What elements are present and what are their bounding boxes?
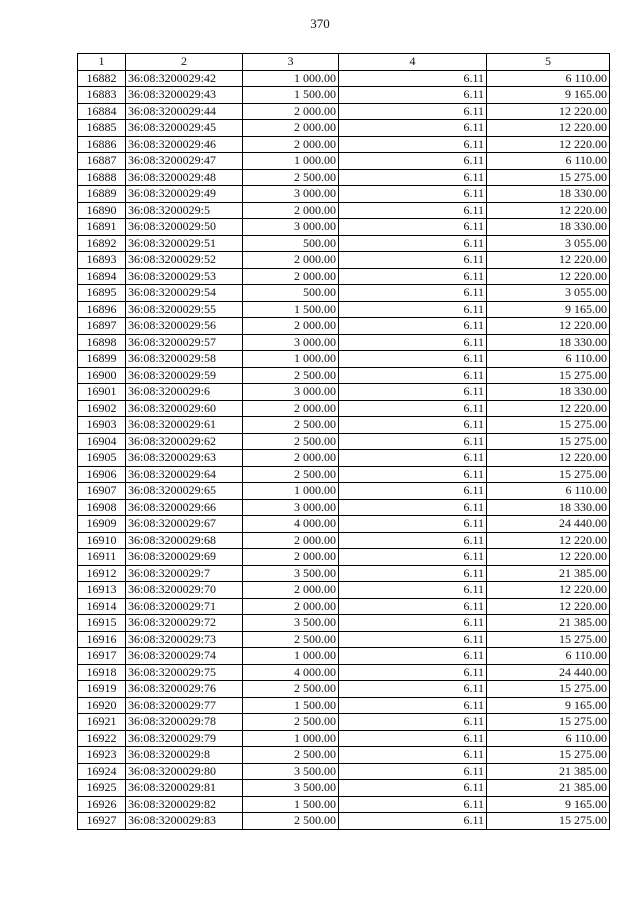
row-number-cell: 16888: [78, 169, 126, 186]
amount-cell: 12 220.00: [487, 136, 610, 153]
rate-cell: 6.11: [339, 70, 487, 87]
cadastral-number-cell: 36:08:3200029:48: [126, 169, 243, 186]
table-row: [78, 417, 610, 434]
rate-cell: 6.11: [339, 516, 487, 533]
row-number-cell: 16883: [78, 87, 126, 104]
cadastral-number-cell: 36:08:3200029:46: [126, 136, 243, 153]
area-cell: 2 500.00: [243, 367, 339, 384]
area-cell: 1 000.00: [243, 648, 339, 665]
cadastral-number-cell: 36:08:3200029:78: [126, 714, 243, 731]
cadastral-number-cell: 36:08:3200029:5: [126, 202, 243, 219]
rate-cell: 6.11: [339, 483, 487, 500]
amount-cell: 15 275.00: [487, 813, 610, 830]
row-number-cell: 16892: [78, 235, 126, 252]
cadastral-number-cell: 36:08:3200029:43: [126, 87, 243, 104]
area-cell: 2 000.00: [243, 549, 339, 566]
table-body: [78, 70, 610, 829]
area-cell: 1 500.00: [243, 697, 339, 714]
rate-cell: 6.11: [339, 268, 487, 285]
row-number-cell: 16920: [78, 697, 126, 714]
row-number-cell: 16910: [78, 532, 126, 549]
row-number-cell: 16922: [78, 730, 126, 747]
amount-cell: 12 220.00: [487, 532, 610, 549]
table-row: [78, 186, 610, 203]
row-number-cell: 16908: [78, 499, 126, 516]
table-row: [78, 285, 610, 302]
cadastral-number-cell: 36:08:3200029:62: [126, 433, 243, 450]
table-row: [78, 697, 610, 714]
table-row: [78, 813, 610, 830]
row-number-cell: 16906: [78, 466, 126, 483]
cadastral-number-cell: 36:08:3200029:77: [126, 697, 243, 714]
table-row: [78, 582, 610, 599]
rate-cell: 6.11: [339, 103, 487, 120]
area-cell: 2 000.00: [243, 400, 339, 417]
amount-cell: 15 275.00: [487, 367, 610, 384]
row-number-cell: 16917: [78, 648, 126, 665]
table-row: [78, 730, 610, 747]
table-row: [78, 598, 610, 615]
table-row: [78, 351, 610, 368]
rate-cell: 6.11: [339, 334, 487, 351]
table-row: [78, 532, 610, 549]
rate-cell: 6.11: [339, 615, 487, 632]
rate-cell: 6.11: [339, 219, 487, 236]
amount-cell: 18 330.00: [487, 186, 610, 203]
table-row: [78, 384, 610, 401]
row-number-cell: 16903: [78, 417, 126, 434]
table-row: [78, 301, 610, 318]
table-row: [78, 516, 610, 533]
area-cell: 3 000.00: [243, 186, 339, 203]
area-cell: 2 000.00: [243, 136, 339, 153]
row-number-cell: 16899: [78, 351, 126, 368]
cadastral-number-cell: 36:08:3200029:75: [126, 664, 243, 681]
amount-cell: 12 220.00: [487, 549, 610, 566]
amount-cell: 9 165.00: [487, 87, 610, 104]
row-number-cell: 16914: [78, 598, 126, 615]
row-number-cell: 16896: [78, 301, 126, 318]
amount-cell: 12 220.00: [487, 450, 610, 467]
rate-cell: 6.11: [339, 499, 487, 516]
rate-cell: 6.11: [339, 384, 487, 401]
cadastral-number-cell: 36:08:3200029:69: [126, 549, 243, 566]
cadastral-number-cell: 36:08:3200029:70: [126, 582, 243, 599]
table-row: [78, 153, 610, 170]
area-cell: 2 000.00: [243, 582, 339, 599]
amount-cell: 9 165.00: [487, 697, 610, 714]
area-cell: 2 500.00: [243, 714, 339, 731]
area-cell: 3 500.00: [243, 565, 339, 582]
cadastral-number-cell: 36:08:3200029:8: [126, 747, 243, 764]
area-cell: 1 000.00: [243, 351, 339, 368]
area-cell: 2 000.00: [243, 318, 339, 335]
cadastral-number-cell: 36:08:3200029:52: [126, 252, 243, 269]
row-number-cell: 16927: [78, 813, 126, 830]
column-header-2: 2: [126, 54, 243, 71]
cadastral-number-cell: 36:08:3200029:50: [126, 219, 243, 236]
table-row: [78, 631, 610, 648]
amount-cell: 21 385.00: [487, 565, 610, 582]
table-row: [78, 681, 610, 698]
row-number-cell: 16898: [78, 334, 126, 351]
rate-cell: 6.11: [339, 648, 487, 665]
cadastral-number-cell: 36:08:3200029:6: [126, 384, 243, 401]
row-number-cell: 16924: [78, 763, 126, 780]
cadastral-number-cell: 36:08:3200029:81: [126, 780, 243, 797]
row-number-cell: 16890: [78, 202, 126, 219]
cadastral-number-cell: 36:08:3200029:66: [126, 499, 243, 516]
row-number-cell: 16897: [78, 318, 126, 335]
cadastral-number-cell: 36:08:3200029:44: [126, 103, 243, 120]
area-cell: 1 500.00: [243, 301, 339, 318]
area-cell: 4 000.00: [243, 664, 339, 681]
rate-cell: 6.11: [339, 747, 487, 764]
column-header-5: 5: [487, 54, 610, 71]
cadastral-number-cell: 36:08:3200029:76: [126, 681, 243, 698]
amount-cell: 12 220.00: [487, 318, 610, 335]
rate-cell: 6.11: [339, 681, 487, 698]
cadastral-number-cell: 36:08:3200029:68: [126, 532, 243, 549]
cadastral-number-cell: 36:08:3200029:74: [126, 648, 243, 665]
rate-cell: 6.11: [339, 120, 487, 137]
amount-cell: 18 330.00: [487, 499, 610, 516]
area-cell: 2 000.00: [243, 268, 339, 285]
area-cell: 2 000.00: [243, 120, 339, 137]
cadastral-number-cell: 36:08:3200029:57: [126, 334, 243, 351]
cadastral-number-cell: 36:08:3200029:53: [126, 268, 243, 285]
row-number-cell: 16916: [78, 631, 126, 648]
rate-cell: 6.11: [339, 549, 487, 566]
amount-cell: 18 330.00: [487, 219, 610, 236]
row-number-cell: 16911: [78, 549, 126, 566]
area-cell: 2 000.00: [243, 103, 339, 120]
cadastral-number-cell: 36:08:3200029:63: [126, 450, 243, 467]
area-cell: 2 500.00: [243, 433, 339, 450]
table-row: [78, 219, 610, 236]
amount-cell: 6 110.00: [487, 483, 610, 500]
rate-cell: 6.11: [339, 450, 487, 467]
row-number-cell: 16912: [78, 565, 126, 582]
area-cell: 3 000.00: [243, 334, 339, 351]
rate-cell: 6.11: [339, 664, 487, 681]
cadastral-number-cell: 36:08:3200029:67: [126, 516, 243, 533]
amount-cell: 21 385.00: [487, 763, 610, 780]
row-number-cell: 16918: [78, 664, 126, 681]
area-cell: 2 500.00: [243, 813, 339, 830]
row-number-cell: 16894: [78, 268, 126, 285]
area-cell: 1 000.00: [243, 153, 339, 170]
table-row: [78, 334, 610, 351]
area-cell: 3 000.00: [243, 499, 339, 516]
amount-cell: 18 330.00: [487, 384, 610, 401]
amount-cell: 15 275.00: [487, 714, 610, 731]
amount-cell: 12 220.00: [487, 103, 610, 120]
row-number-cell: 16907: [78, 483, 126, 500]
rate-cell: 6.11: [339, 582, 487, 599]
area-cell: 1 000.00: [243, 70, 339, 87]
table-row: [78, 780, 610, 797]
amount-cell: 9 165.00: [487, 796, 610, 813]
amount-cell: 6 110.00: [487, 70, 610, 87]
table-row: [78, 565, 610, 582]
area-cell: 1 500.00: [243, 87, 339, 104]
rate-cell: 6.11: [339, 697, 487, 714]
amount-cell: 3 055.00: [487, 235, 610, 252]
area-cell: 3 000.00: [243, 384, 339, 401]
row-number-cell: 16913: [78, 582, 126, 599]
rate-cell: 6.11: [339, 763, 487, 780]
cadastral-number-cell: 36:08:3200029:59: [126, 367, 243, 384]
table-row: [78, 169, 610, 186]
cadastral-number-cell: 36:08:3200029:71: [126, 598, 243, 615]
amount-cell: 15 275.00: [487, 466, 610, 483]
amount-cell: 12 220.00: [487, 120, 610, 137]
amount-cell: 6 110.00: [487, 730, 610, 747]
rate-cell: 6.11: [339, 796, 487, 813]
table-row: [78, 367, 610, 384]
amount-cell: 15 275.00: [487, 169, 610, 186]
rate-cell: 6.11: [339, 631, 487, 648]
amount-cell: 15 275.00: [487, 417, 610, 434]
area-cell: 4 000.00: [243, 516, 339, 533]
area-cell: 2 500.00: [243, 466, 339, 483]
row-number-cell: 16884: [78, 103, 126, 120]
table-row: [78, 136, 610, 153]
row-number-cell: 16882: [78, 70, 126, 87]
amount-cell: 15 275.00: [487, 433, 610, 450]
amount-cell: 15 275.00: [487, 747, 610, 764]
row-number-cell: 16923: [78, 747, 126, 764]
table-row: [78, 714, 610, 731]
amount-cell: 24 440.00: [487, 664, 610, 681]
table-row: [78, 615, 610, 632]
amount-cell: 21 385.00: [487, 780, 610, 797]
table-row: [78, 433, 610, 450]
area-cell: 500.00: [243, 235, 339, 252]
page-number: 370: [310, 16, 330, 31]
table-row: [78, 235, 610, 252]
area-cell: 2 500.00: [243, 631, 339, 648]
cadastral-number-cell: 36:08:3200029:56: [126, 318, 243, 335]
cadastral-number-cell: 36:08:3200029:60: [126, 400, 243, 417]
amount-cell: 6 110.00: [487, 648, 610, 665]
cadastral-number-cell: 36:08:3200029:72: [126, 615, 243, 632]
rate-cell: 6.11: [339, 153, 487, 170]
cadastral-number-cell: 36:08:3200029:54: [126, 285, 243, 302]
rate-cell: 6.11: [339, 252, 487, 269]
row-number-cell: 16905: [78, 450, 126, 467]
area-cell: 500.00: [243, 285, 339, 302]
cadastral-number-cell: 36:08:3200029:49: [126, 186, 243, 203]
area-cell: 2 500.00: [243, 747, 339, 764]
cadastral-number-cell: 36:08:3200029:45: [126, 120, 243, 137]
cadastral-number-cell: 36:08:3200029:58: [126, 351, 243, 368]
row-number-cell: 16893: [78, 252, 126, 269]
table-row: [78, 796, 610, 813]
cadastral-number-cell: 36:08:3200029:51: [126, 235, 243, 252]
column-header-1: 1: [78, 54, 126, 71]
rate-cell: 6.11: [339, 417, 487, 434]
cadastral-number-cell: 36:08:3200029:82: [126, 796, 243, 813]
rate-cell: 6.11: [339, 202, 487, 219]
rate-cell: 6.11: [339, 433, 487, 450]
area-cell: 3 500.00: [243, 615, 339, 632]
area-cell: 2 000.00: [243, 598, 339, 615]
area-cell: 2 000.00: [243, 252, 339, 269]
rate-cell: 6.11: [339, 730, 487, 747]
row-number-cell: 16891: [78, 219, 126, 236]
rate-cell: 6.11: [339, 367, 487, 384]
row-number-cell: 16909: [78, 516, 126, 533]
cadastral-number-cell: 36:08:3200029:7: [126, 565, 243, 582]
row-number-cell: 16921: [78, 714, 126, 731]
amount-cell: 18 330.00: [487, 334, 610, 351]
cadastral-number-cell: 36:08:3200029:80: [126, 763, 243, 780]
area-cell: 2 500.00: [243, 681, 339, 698]
rate-cell: 6.11: [339, 813, 487, 830]
table-row: [78, 252, 610, 269]
amount-cell: 3 055.00: [487, 285, 610, 302]
row-number-cell: 16926: [78, 796, 126, 813]
area-cell: 1 500.00: [243, 796, 339, 813]
amount-cell: 24 440.00: [487, 516, 610, 533]
area-cell: 3 000.00: [243, 219, 339, 236]
amount-cell: 15 275.00: [487, 631, 610, 648]
row-number-cell: 16915: [78, 615, 126, 632]
row-number-cell: 16886: [78, 136, 126, 153]
cadastral-number-cell: 36:08:3200029:47: [126, 153, 243, 170]
area-cell: 3 500.00: [243, 780, 339, 797]
table-row: [78, 450, 610, 467]
column-header-4: 4: [339, 54, 487, 71]
table-row: [78, 202, 610, 219]
rate-cell: 6.11: [339, 235, 487, 252]
table-row: [78, 268, 610, 285]
table-row: [78, 549, 610, 566]
rate-cell: 6.11: [339, 400, 487, 417]
rate-cell: 6.11: [339, 318, 487, 335]
area-cell: 2 500.00: [243, 417, 339, 434]
area-cell: 2 000.00: [243, 202, 339, 219]
table-row: [78, 747, 610, 764]
header-row: [78, 54, 610, 71]
cadastral-number-cell: 36:08:3200029:61: [126, 417, 243, 434]
area-cell: 3 500.00: [243, 763, 339, 780]
row-number-cell: 16885: [78, 120, 126, 137]
cadastral-number-cell: 36:08:3200029:83: [126, 813, 243, 830]
area-cell: 2 500.00: [243, 169, 339, 186]
rate-cell: 6.11: [339, 87, 487, 104]
amount-cell: 12 220.00: [487, 582, 610, 599]
rate-cell: 6.11: [339, 565, 487, 582]
table-row: [78, 648, 610, 665]
area-cell: 1 000.00: [243, 730, 339, 747]
amount-cell: 12 220.00: [487, 400, 610, 417]
rate-cell: 6.11: [339, 301, 487, 318]
rate-cell: 6.11: [339, 598, 487, 615]
table-row: [78, 70, 610, 87]
rate-cell: 6.11: [339, 169, 487, 186]
table-row: [78, 763, 610, 780]
row-number-cell: 16900: [78, 367, 126, 384]
amount-cell: 12 220.00: [487, 268, 610, 285]
table-row: [78, 120, 610, 137]
amount-cell: 15 275.00: [487, 681, 610, 698]
cadastral-number-cell: 36:08:3200029:65: [126, 483, 243, 500]
cadastral-number-cell: 36:08:3200029:64: [126, 466, 243, 483]
row-number-cell: 16919: [78, 681, 126, 698]
row-number-cell: 16887: [78, 153, 126, 170]
rate-cell: 6.11: [339, 186, 487, 203]
rate-cell: 6.11: [339, 466, 487, 483]
amount-cell: 9 165.00: [487, 301, 610, 318]
cadastral-number-cell: 36:08:3200029:55: [126, 301, 243, 318]
row-number-cell: 16925: [78, 780, 126, 797]
rate-cell: 6.11: [339, 714, 487, 731]
table-row: [78, 664, 610, 681]
rate-cell: 6.11: [339, 532, 487, 549]
table-row: [78, 499, 610, 516]
row-number-cell: 16902: [78, 400, 126, 417]
row-number-cell: 16895: [78, 285, 126, 302]
table-row: [78, 318, 610, 335]
cadastral-number-cell: 36:08:3200029:42: [126, 70, 243, 87]
area-cell: 2 000.00: [243, 532, 339, 549]
cadastral-number-cell: 36:08:3200029:73: [126, 631, 243, 648]
area-cell: 1 000.00: [243, 483, 339, 500]
rate-cell: 6.11: [339, 136, 487, 153]
table-row: [78, 466, 610, 483]
amount-cell: 12 220.00: [487, 252, 610, 269]
row-number-cell: 16889: [78, 186, 126, 203]
row-number-cell: 16901: [78, 384, 126, 401]
amount-cell: 6 110.00: [487, 153, 610, 170]
rate-cell: 6.11: [339, 351, 487, 368]
table-row: [78, 103, 610, 120]
column-header-3: 3: [243, 54, 339, 71]
rate-cell: 6.11: [339, 285, 487, 302]
area-cell: 2 000.00: [243, 450, 339, 467]
amount-cell: 21 385.00: [487, 615, 610, 632]
table-row: [78, 87, 610, 104]
amount-cell: 6 110.00: [487, 351, 610, 368]
amount-cell: 12 220.00: [487, 202, 610, 219]
amount-cell: 12 220.00: [487, 598, 610, 615]
row-number-cell: 16904: [78, 433, 126, 450]
table-row: [78, 400, 610, 417]
cadastral-number-cell: 36:08:3200029:79: [126, 730, 243, 747]
table-row: [78, 483, 610, 500]
rate-cell: 6.11: [339, 780, 487, 797]
data-table: [77, 53, 610, 830]
